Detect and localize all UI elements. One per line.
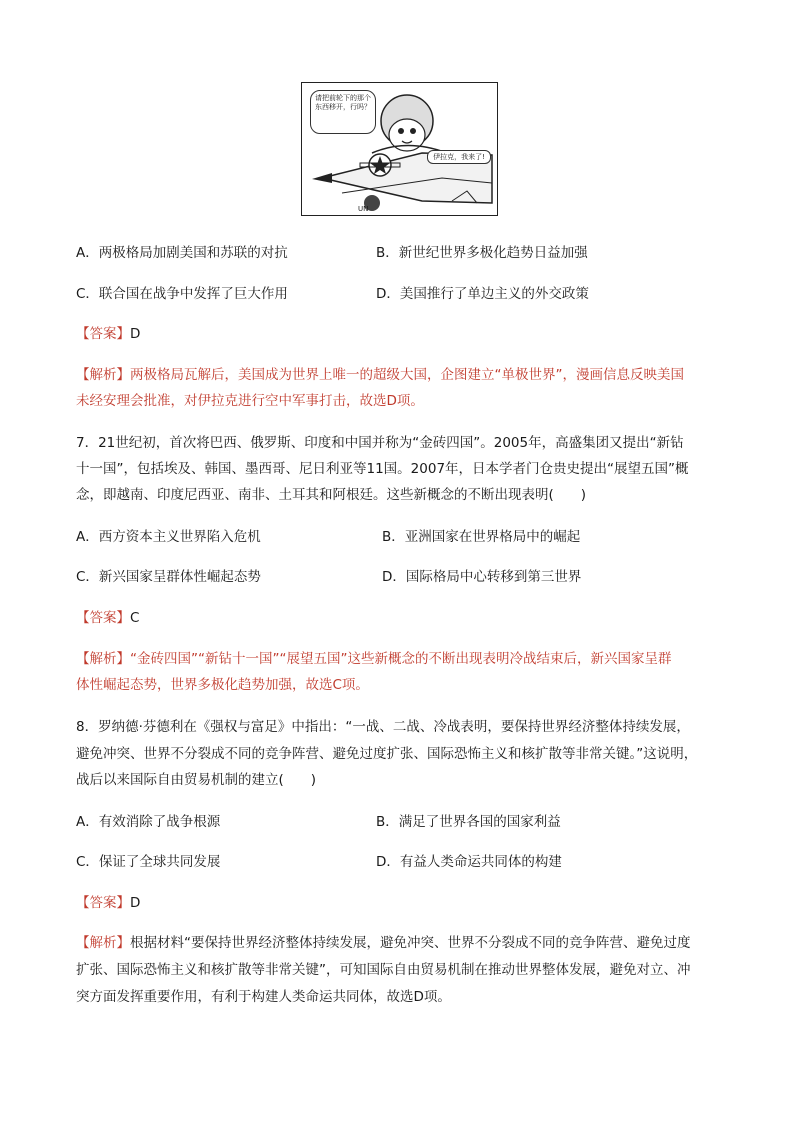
q8-stem-line-3: 战后以来国际自由贸易机制的建立( ) [76,772,317,788]
q8-option-a: A．有效消除了战争根源 [76,814,221,830]
q7-analysis-line-1 [76,649,671,669]
q8-option-b: B．满足了世界各国的国家利益 [376,814,561,830]
q7-analysis-line-2: 体性崛起态势，世界多极化趋势加强，故选C项。 [76,677,369,693]
answer-tag: 【答案】 [76,895,130,911]
q8-stem-line-1: 8．罗纳德·芬德利在《强权与富足》中指出：“一战、二战、冷战表明，要保持世界经济整体持续发展， [76,719,690,735]
q7-option-c: C．新兴国家呈群体性崛起态势 [76,569,261,585]
q8-option-d: D．有益人类命运共同体的构建 [376,854,562,870]
q6-answer [76,324,140,344]
analysis-tag: 【解析】 [76,651,130,667]
cartoon-un-label: UN [358,205,369,213]
q8-analysis-line-1 [76,933,691,953]
q8-option-c: C．保证了全球共同发展 [76,854,221,870]
answer-value: D [130,895,141,911]
analysis-text: 根据材料“要保持世界经济整体持续发展，避免冲突、世界不分裂成不同的竞争阵营、避免过度 [130,935,691,951]
answer-value: C [130,610,140,626]
q7-option-d: D．国际格局中心转移到第三世界 [382,569,582,585]
q7-stem-line-2: 十一国”，包括埃及、韩国、墨西哥、尼日利亚等11国。2007年，日本学者门仓贵史提出“展望五国”概 [76,461,689,477]
q8-answer [76,893,140,913]
q6-option-a: A．两极格局加剧美国和苏联的对抗 [76,245,288,261]
analysis-tag: 【解析】 [76,367,130,383]
answer-value: D [130,326,141,342]
q7-answer [76,608,139,628]
q6-option-c: C．联合国在战争中发挥了巨大作用 [76,286,288,302]
cartoon-speech-bubble-left: 请把前轮下的那个东西移开，行吗？ [310,90,376,134]
cartoon-speech-bubble-right: 伊拉克，我来了! [427,150,491,164]
q7-stem-line-1: 7．21世纪初，首次将巴西、俄罗斯、印度和中国并称为“金砖四国”。2005年，高盛集团又提出“新钻 [76,435,684,451]
answer-tag: 【答案】 [76,326,130,342]
q6-analysis-line-2: 未经安理会批准，对伊拉克进行空中军事打击，故选D项。 [76,393,424,409]
q7-stem-line-3: 念，即越南、印度尼西亚、南非、土耳其和阿根廷。这些新概念的不断出现表明( ) [76,487,587,503]
q6-option-d: D．美国推行了单边主义的外交政策 [376,286,589,302]
q8-analysis-line-2: 扩张、国际恐怖主义和核扩散等非常关键”，可知国际自由贸易机制在推动世界整体发展，避免对立、冲 [76,962,691,978]
q6-analysis-line-1 [76,365,684,385]
q6-option-b: B．新世纪世界多极化趋势日益加强 [376,245,588,261]
analysis-text: “金砖四国”“新钻十一国”“展望五国”这些新概念的不断出现表明冷战结束后，新兴国家呈群 [130,651,672,667]
analysis-tag: 【解析】 [76,935,130,951]
q7-option-a: A．西方资本主义世界陷入危机 [76,529,261,545]
q8-stem-line-2: 避免冲突、世界不分裂成不同的竞争阵营、避免过度扩张、国际恐怖主义和核扩散等非常关键。”这说明， [76,746,698,762]
analysis-text: 两极格局瓦解后，美国成为世界上唯一的超级大国，企图建立“单极世界”，漫画信息反映美国 [130,367,684,383]
answer-tag: 【答案】 [76,610,130,626]
q7-option-b: B．亚洲国家在世界格局中的崛起 [382,529,581,545]
q8-analysis-line-3: 突方面发挥重要作用，有利于构建人类命运共同体，故选D项。 [76,989,451,1005]
